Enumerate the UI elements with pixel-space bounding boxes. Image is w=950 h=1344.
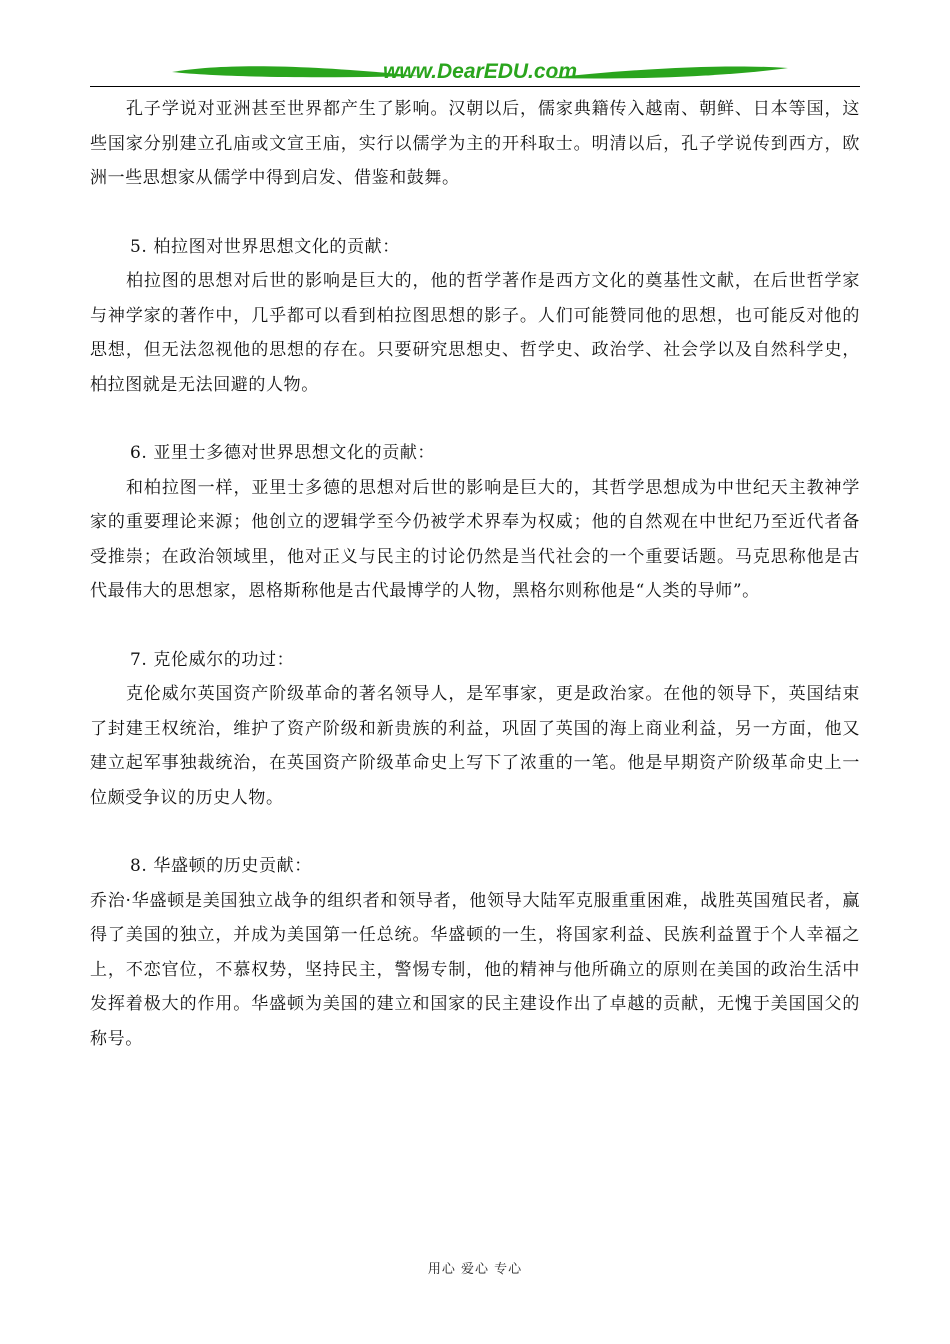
logo-text: www.DearEDU.com xyxy=(382,60,578,83)
paragraph-plato: 柏拉图的思想对后世的影响是巨大的，他的哲学著作是西方文化的奠基性文献，在后世哲学家与神学家的著作中，几乎都可以看到柏拉图思想的影子。人们可能赞同他的思想，也可能反对他的思想，但无法忽视他的思想的存在。只要研究思想史、哲学史、政治学、社会学以及自然科学史，柏拉图就是无法回避的人物。 xyxy=(90,271,860,395)
header-divider xyxy=(90,86,860,87)
paragraph-confucius-influence: 孔子学说对亚洲甚至世界都产生了影响。汉朝以后，儒家典籍传入越南、朝鲜、日本等国，这些国家分别建立孔庙或文宣王庙，实行以儒学为主的开科取士。明清以后，孔子学说传到西方，欧洲一些思想家从儒学中得到启发、借鉴和鼓舞。 xyxy=(90,99,860,188)
page-footer: 用心 爱心 专心 xyxy=(427,1262,523,1277)
heading-aristotle: 6. 亚里士多德对世界思想文化的贡献： xyxy=(130,443,436,463)
paragraph-aristotle: 和柏拉图一样，亚里士多德的思想对后世的影响是巨大的，其哲学思想成为中世纪天主教神学家的重要理论来源；他创立的逻辑学至今仍被学术界奉为权威；他的自然观在中世纪乃至近代者备受推崇；在政治领域里，他对正义与民主的讨论仍然是当代社会的一个重要话题。马克思称他是古代最伟大的思想家，恩格斯称他是古代最博学的人物，黑格尔则称他是“人类的导师”。 xyxy=(90,477,860,601)
heading-washington: 8. 华盛顿的历史贡献： xyxy=(130,856,312,876)
document-body xyxy=(90,92,860,1056)
heading-cromwell: 7. 克伦威尔的功过： xyxy=(130,649,295,670)
heading-plato: 5. 柏拉图对世界思想文化的贡献： xyxy=(130,236,400,257)
paragraph-washington: 乔治·华盛顿是美国独立战争的组织者和领导者，他领导大陆军克服重重困难，战胜英国殖民者，赢得了美国的独立，并成为美国第一任总统。华盛顿的一生，将国家利益、民族利益置于个人幸福之上，不恋官位，不慕权势，坚持民主，警惕专制，他的精神与他所确立的原则在美国的政治生活中发挥着极大的作用。华盛顿为美国的建立和国家的民主建设作出了卓越的贡献，无愧于美国国父的称号。 xyxy=(90,890,860,1049)
dearedu-logo xyxy=(170,56,790,86)
paragraph-cromwell: 克伦威尔英国资产阶级革命的著名领导人，是军事家，更是政治家。在他的领导下，英国结束了封建王权统治，维护了资产阶级和新贵族的利益，巩固了英国的海上商业利益，另一方面，他又建立起军事独裁统治，在英国资产阶级革命史上写下了浓重的一笔。他是早期资产阶级革命史上一位颇受争议的历史人物。 xyxy=(90,684,860,808)
page-header xyxy=(90,56,860,90)
